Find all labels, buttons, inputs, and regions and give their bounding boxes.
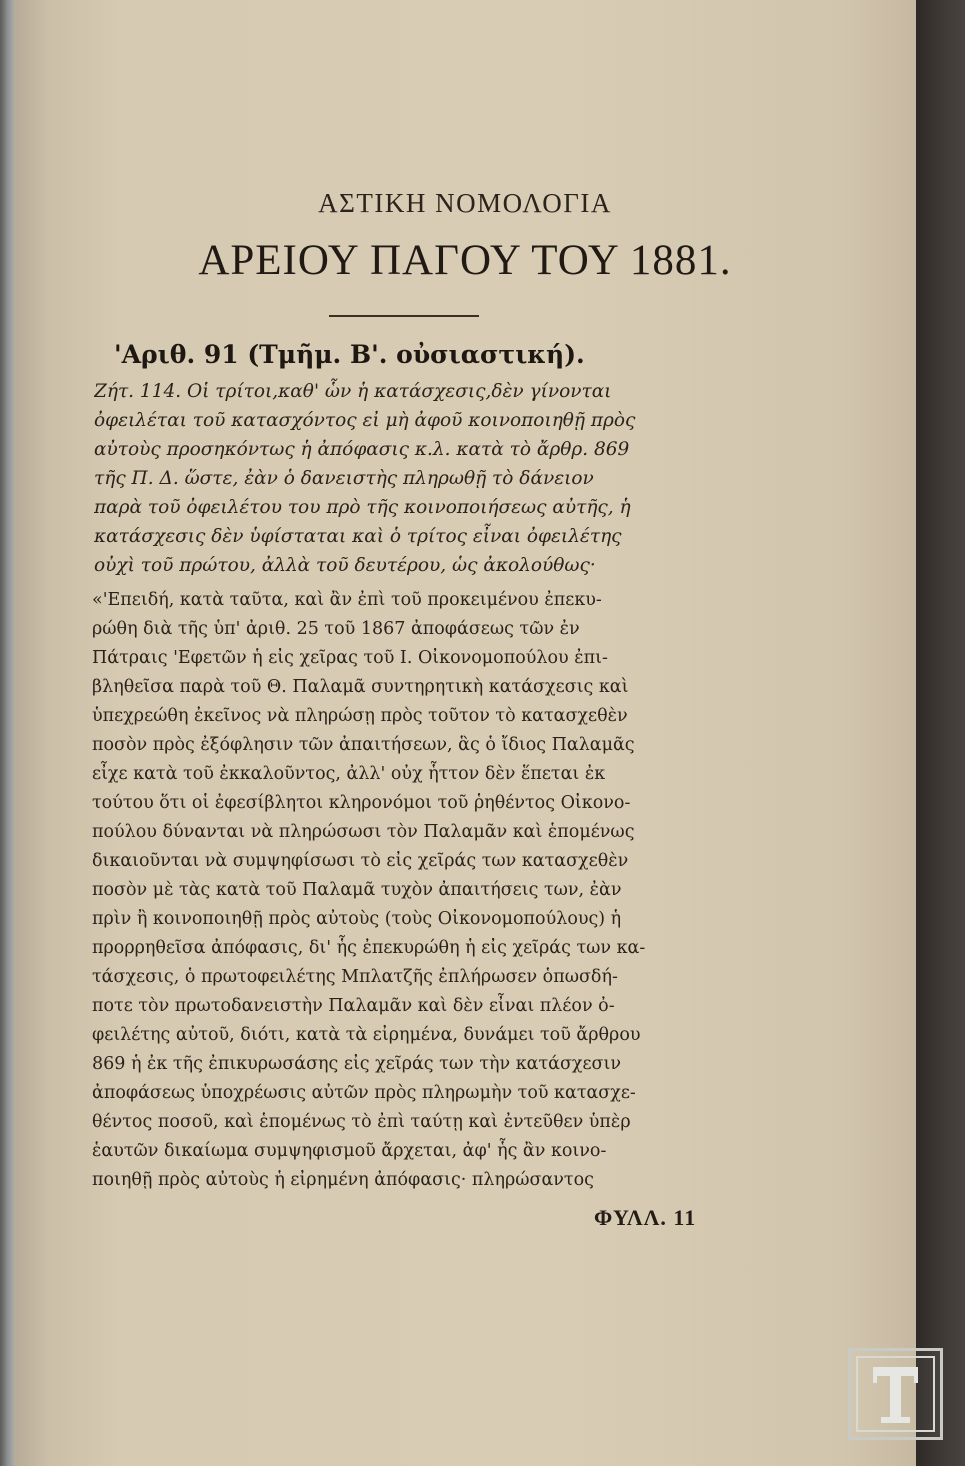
page-title: ΑΡΕΙΟΥ ΠΑΓΟΥ ΤΟΥ 1881. (198, 237, 732, 284)
signature-mark: ΦΥΛΛ. 11 (594, 1205, 697, 1230)
case-heading: 'Αριθ. 91 (Τμῆμ. Β'. οὐσιαστική). (114, 340, 585, 369)
body-line: ποσὸν πρὸς ἐξόφλησιν τῶν ἀπαιτήσεων, ἃς ὁ ἴδιος Παλαμᾶς (92, 735, 635, 755)
body-line: πούλου δύνανται νὰ πληρώσωσι τὸν Παλαμᾶν καὶ ἑπομένως (92, 822, 635, 842)
body-line: βληθεῖσα παρὰ τοῦ Θ. Παλαμᾶ συντηρητικὴ κατάσχεσις καὶ (92, 677, 629, 697)
body-line: θέντος ποσοῦ, καὶ ἑπομένως τὸ ἐπὶ ταύτῃ καὶ ἐντεῦθεν ὑπὲρ (92, 1112, 631, 1132)
summary-line: κατάσχεσις δὲν ὑφίσταται καὶ ὁ τρίτος εἶναι ὀφειλέτης (94, 526, 622, 547)
summary-line: Ζήτ. 114. Οἱ τρίτοι,καθ' ὧν ἡ κατάσχεσις,δὲν γίνονται (94, 381, 612, 402)
title-divider (329, 315, 479, 317)
body-line: εἶχε κατὰ τοῦ ἐκκαλοῦντος, ἀλλ' οὐχ ἧττον δὲν ἕπεται ἐκ (92, 764, 606, 784)
running-head: ΑΣΤΙΚΗ ΝΟΜΟΛΟΓΙΑ (318, 188, 612, 218)
body-line: «'Επειδή, κατὰ ταῦτα, καὶ ἂν ἐπὶ τοῦ προκειμένου ἐπεκυ- (92, 590, 602, 610)
body-line: Πάτραις 'Εφετῶν ἡ εἰς χεῖρας τοῦ Ι. Οἰκονομοπούλου ἐπι- (92, 648, 608, 668)
body-text (92, 586, 716, 1195)
summary-line: αὐτοὺς προσηκόντως ἡ ἀπόφασις κ.λ. κατὰ τὸ ἄρθρ. 869 (94, 439, 630, 460)
body-line: ποιηθῇ πρὸς αὐτοὺς ἡ εἰρημένη ἀπόφασις· πληρώσαντος (92, 1170, 594, 1190)
summary-line: ὀφειλέται τοῦ κατασχόντος εἰ μὴ ἀφοῦ κοινοποιηθῇ πρὸς (94, 410, 636, 431)
body-line: φειλέτης αὐτοῦ, διότι, κατὰ τὰ εἰρημένα, δυνάμει τοῦ ἄρθρου (92, 1025, 641, 1045)
summary-line: παρὰ τοῦ ὀφειλέτου του πρὸ τῆς κοινοποιήσεως αὐτῆς, ἡ (94, 497, 631, 518)
body-line: ποτε τὸν πρωτοδανειστὴν Παλαμᾶν καὶ δὲν εἶναι πλέον ὀ- (92, 996, 615, 1016)
body-line: πρὶν ἢ κοινοποιηθῇ πρὸς αὐτοὺς (τοὺς Οἰκονομοπούλους) ἡ (92, 909, 622, 929)
body-line: δικαιοῦνται νὰ συμψηφίσωσι τὸ εἰς χεῖράς των κατασχεθὲν (92, 851, 629, 871)
book-right-edge (916, 0, 965, 1466)
summary-line: τῆς Π. Δ. ὥστε, ἐὰν ὁ δανειστὴς πληρωθῇ τὸ δάνειον (94, 468, 594, 489)
book-page (14, 0, 916, 1466)
case-summary (94, 377, 714, 580)
body-line: ἀποφάσεως ὑποχρέωσις αὐτῶν πρὸς πληρωμὴν τοῦ κατασχε- (92, 1083, 636, 1103)
body-line: ἑαυτῶν δικαίωμα συμψηφισμοῦ ἄρχεται, ἀφ' ἧς ἂν κοινο- (92, 1141, 607, 1161)
body-line: τούτου ὅτι οἱ ἐφεσίβλητοι κληρονόμοι τοῦ ῥηθέντος Οἰκονο- (92, 793, 631, 813)
body-line: ὑπεχρεώθη ἐκεῖνος νὰ πληρώσῃ πρὸς τοῦτον τὸ κατασχεθὲν (92, 706, 628, 726)
summary-line: οὐχὶ τοῦ πρώτου, ἀλλὰ τοῦ δευτέρου, ὡς ἀκολούθως· (94, 555, 596, 576)
body-line: ρώθη διὰ τῆς ὑπ' ἀριθ. 25 τοῦ 1867 ἀποφάσεως τῶν ἐν (92, 619, 580, 639)
body-line: τάσχεσις, ὁ πρωτοφειλέτης Μπλατζῆς ἐπλήρωσεν ὁπωσδή- (92, 967, 618, 987)
body-line: 869 ἡ ἐκ τῆς ἐπικυρωσάσης εἰς χεῖράς των τὴν κατάσχεσιν (92, 1054, 622, 1074)
book-cover-edge (0, 0, 14, 1466)
library-logo-icon (848, 1348, 943, 1440)
body-line: προρρηθεῖσα ἀπόφασις, δι' ἧς ἐπεκυρώθη ἡ εἰς χεῖράς των κα- (92, 938, 646, 958)
body-line: ποσὸν μὲ τὰς κατὰ τοῦ Παλαμᾶ τυχὸν ἀπαιτήσεις των, ἐὰν (92, 880, 622, 900)
